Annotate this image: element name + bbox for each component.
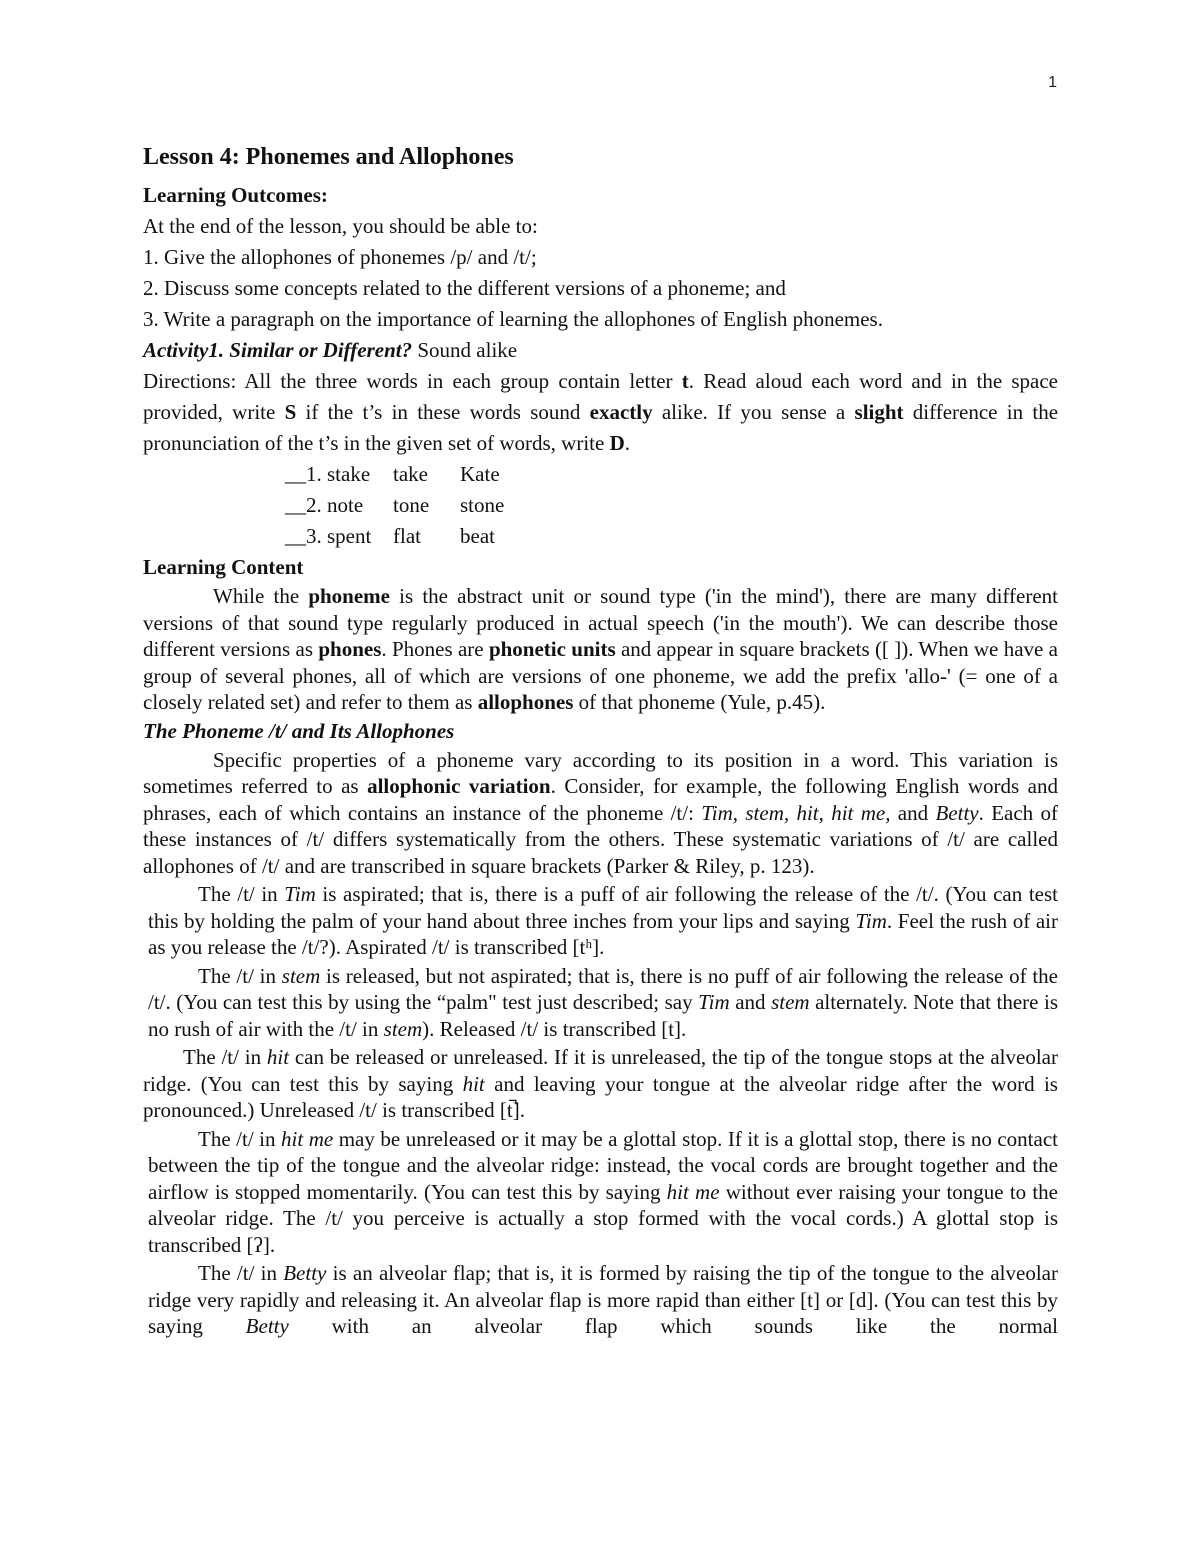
directions-letter-d: D — [609, 431, 625, 455]
released-t-paragraph — [143, 963, 1058, 1043]
group-word: tone — [393, 493, 430, 517]
aspirated-t-paragraph — [143, 881, 1058, 961]
paragraph-text: can be released or unreleased. If it is unreleased, the tip of the tongue stops at the alveolar ridge. (You can test this by saying — [143, 1045, 1058, 1096]
paragraph-text: . Each of these instances of /t/ differs systematically from the others. These systematic variations of /t/ are called allophones of /t/ and are transcribed in square brackets (Parker & Riley, p. 123). — [143, 800, 1058, 878]
directions-letter-s: S — [284, 400, 297, 424]
document-body — [143, 142, 1058, 1340]
paragraph-text: The /t/ in — [198, 963, 282, 988]
word-group — [285, 459, 1058, 490]
paragraph-text: ). Released /t/ is transcribed [t]. — [422, 1016, 687, 1041]
paragraph-text: Specific properties of a phoneme vary according to its position in a word. This variation is sometimes referred to as — [143, 747, 1058, 798]
example-word: hit me — [281, 1126, 334, 1151]
activity-directions — [143, 366, 1058, 459]
example-word: Tim — [698, 990, 730, 1014]
directions-text: . — [624, 431, 630, 455]
directions-letter-t: t — [681, 369, 689, 393]
example-word: Tim — [855, 908, 887, 933]
unreleased-t-paragraph — [143, 1044, 1058, 1124]
directions-text: Directions: All the three words in each group contain letter — [143, 369, 682, 393]
lesson-title: Lesson 4: Phonemes and Allophones — [143, 144, 514, 170]
directions-text: alike. If you sense a — [652, 400, 855, 424]
learning-content-paragraph — [143, 583, 1058, 716]
paragraph-text: alternately. Note that there is no rush of air with the /t/ in — [148, 990, 1059, 1041]
group-word: flat — [393, 524, 421, 548]
paragraph-text: The /t/ in — [198, 1126, 282, 1151]
paragraph-text: may be unreleased or it may be a glottal stop. If it is a glottal stop, there is no contact between the tip of the tongue and the alveolar ridge: instead, the vocal cords are brought together and the airflow is stopped momentarily. (You can test this by saying — [148, 1126, 1058, 1204]
group-item: __1. stake — [285, 462, 371, 486]
paragraph-text: . Feel the rush of air as you release the /t/?). Aspirated /t/ is transcribed [tʰ]. — [148, 908, 1058, 959]
directions-slight: slight — [854, 400, 904, 424]
group-item: __2. note — [285, 493, 364, 517]
paragraph-text: and — [890, 800, 936, 825]
activity-title: Activity1. Similar or Different? — [143, 338, 413, 362]
group-item: __3. spent — [285, 524, 372, 548]
phoneme-t-heading: The Phoneme /t/ and Its Allophones — [143, 718, 455, 743]
allophonic-variation-paragraph — [143, 747, 1058, 880]
term-allophonic-variation: allophonic variation — [367, 774, 551, 798]
activity-subtitle: Sound alike — [412, 338, 518, 362]
example-word: stem — [771, 990, 810, 1014]
directions-exactly: exactly — [589, 400, 653, 424]
directions-text: if the t’s in these words sound — [296, 400, 590, 424]
paragraph-text: is an alveolar flap; that is, it is formed by raising the tip of the tongue to the alveolar ridge very rapidly and releasing it. An alveolar flap is more rapid than either [t] or [d]. (You can test this by saying — [148, 1261, 1058, 1338]
paragraph-text: of that phoneme (Yule, p.45). — [573, 690, 826, 714]
group-word: stone — [460, 493, 505, 517]
example-word: hit me — [666, 1179, 720, 1204]
term-phoneme: phoneme — [308, 584, 390, 608]
alveolar-flap-paragraph — [143, 1260, 1058, 1340]
paragraph-text: and leaving your tongue at the alveolar ridge after the word is pronounced.) Unreleased /t/ is transcribed [t̚]. — [143, 1071, 1058, 1122]
learning-content-heading: Learning Content — [143, 555, 304, 579]
example-word: Betty — [245, 1314, 289, 1338]
term-phonetic-units: phonetic units — [488, 637, 616, 661]
paragraph-text: and appear in square brackets ([ ]). When we have a group of several phones, all of which are versions of one phoneme, we add the prefix 'allo-' (= one of a closely related set) and refer to them as — [143, 637, 1058, 714]
paragraph-text: without ever raising your tongue to the alveolar ridge. The /t/ you perceive is actually a stop formed with the vocal cords.) A glottal stop is transcribed [ʔ]. — [148, 1179, 1059, 1257]
example-words: Tim, stem, hit, hit me, — [701, 800, 891, 825]
paragraph-text: While the — [213, 584, 309, 608]
example-word: Tim — [284, 882, 316, 906]
paragraph-text: The /t/ in — [183, 1045, 267, 1069]
example-word: Betty — [283, 1261, 327, 1285]
outcome-item: 3. Write a paragraph on the importance of learning the allophones of English phonemes. — [143, 307, 883, 331]
group-word: Kate — [460, 462, 500, 486]
paragraph-text: is released, but not aspirated; that is, there is no puff of air following the release of the /t/. (You can test this by using the “palm" test just described; say — [148, 963, 1058, 1014]
glottal-stop-paragraph — [143, 1126, 1058, 1259]
outcome-item: 1. Give the allophones of phonemes /p/ and /t/; — [143, 245, 537, 269]
example-word: stem — [383, 1016, 423, 1041]
term-phones: phones — [318, 637, 382, 661]
paragraph-text: . Consider, for example, the following English words and phrases, each of which contains an instance of the phoneme /t/: — [143, 774, 1058, 825]
outcomes-intro: At the end of the lesson, you should be able to: — [143, 214, 538, 238]
learning-outcomes-heading: Learning Outcomes: — [143, 183, 328, 207]
example-word: hit — [462, 1071, 485, 1096]
example-word: Betty — [935, 800, 979, 825]
word-group — [285, 490, 1058, 521]
page-number: 1 — [1048, 74, 1057, 91]
paragraph-text: The /t/ in — [198, 882, 285, 906]
example-word: hit — [266, 1045, 290, 1069]
paragraph-text: is the abstract unit or sound type ('in the mind'), there are many different versions of that sound type regularly produced in actual speech ('in the mouth'). We can describe those different versions as — [143, 584, 1058, 661]
paragraph-text: The /t/ in — [198, 1261, 284, 1285]
word-group — [285, 521, 1058, 552]
paragraph-text: . Phones are — [381, 637, 489, 661]
group-word: take — [393, 462, 428, 486]
outcome-item: 2. Discuss some concepts related to the different versions of a phoneme; and — [143, 276, 786, 300]
example-word: stem — [281, 963, 321, 988]
directions-text: . Read aloud each word and in the space provided, write — [143, 369, 1058, 424]
paragraph-text: with an alveolar flap which sounds like the normal — [288, 1314, 1059, 1338]
term-allophones: allophones — [477, 690, 574, 714]
activity-heading — [143, 335, 1058, 366]
paragraph-text: is aspirated; that is, there is a puff of air following the release of the /t/. (You can test this by holding the palm of your hand about three inches from your lips and saying — [148, 882, 1058, 933]
group-word: beat — [460, 524, 495, 548]
paragraph-text: and — [729, 990, 772, 1014]
directions-text: difference in the pronunciation of the t’s in the given set of words, write — [143, 400, 1059, 455]
